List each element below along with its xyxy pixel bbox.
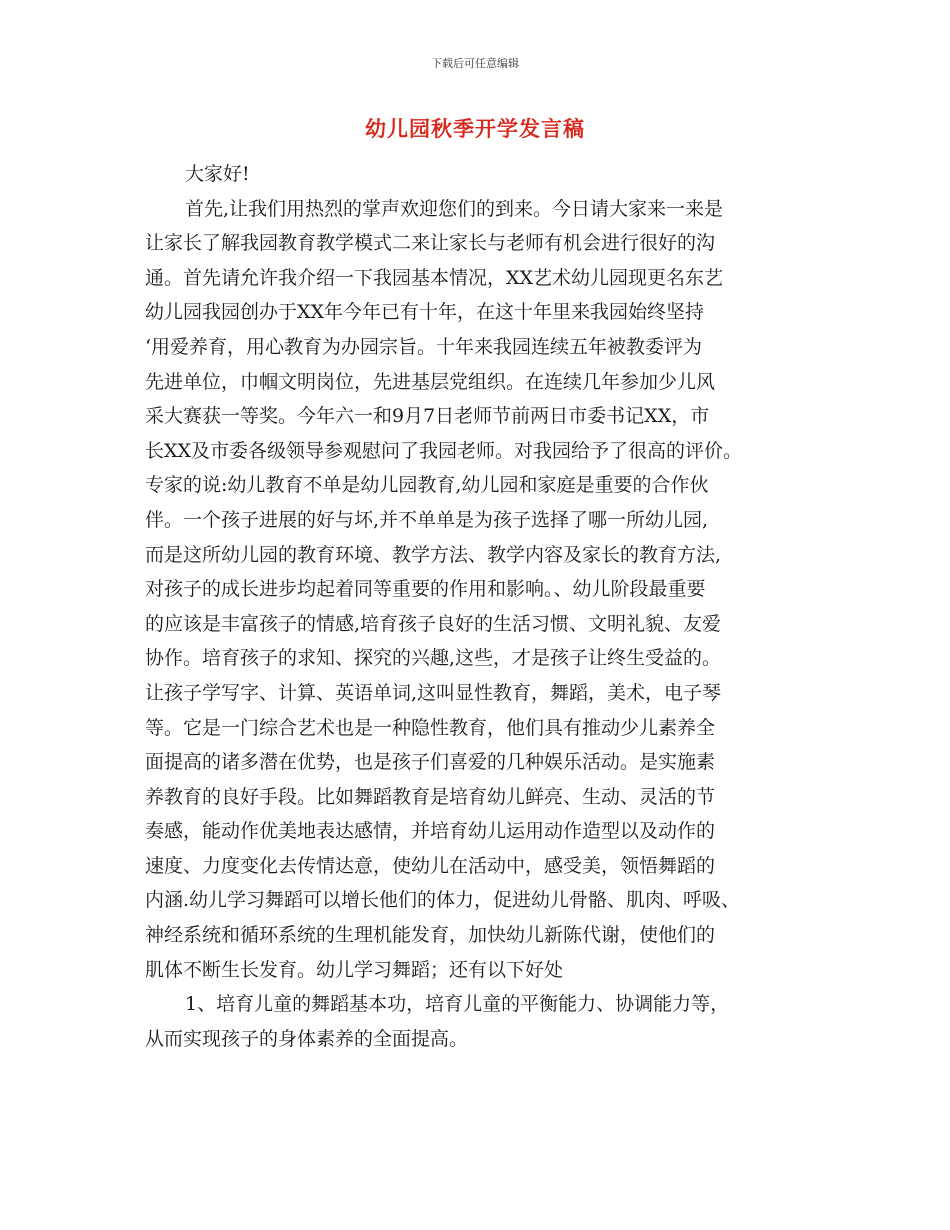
paragraph-line: 内涵.幼儿学习舞蹈可以增长他们的体力，促进幼儿骨骼、肌肉、呼吸、 bbox=[145, 889, 741, 912]
paragraph-line: 让家长了解我园教育教学模式二来让家长与老师有机会进行很好的沟 bbox=[145, 232, 716, 255]
paragraph-line: 肌体不断生长发育。幼儿学习舞蹈；还有以下好处 bbox=[145, 958, 564, 981]
paragraph-line: 让孩子学写字、计算、英语单词,这叫显性教育，舞蹈，美术，电子琴 bbox=[145, 681, 722, 704]
list-item-line: 从而实现孩子的身体素养的全面提高。 bbox=[145, 1027, 469, 1050]
header-note: 下载后可任意编辑 bbox=[431, 57, 519, 70]
paragraph-line: 奏感，能动作优美地表达感情，并培育幼儿运用动作造型以及动作的 bbox=[145, 820, 716, 843]
paragraph-line: 专家的说:幼儿教育不单是幼儿园教育,幼儿园和家庭是重要的合作伙 bbox=[145, 474, 709, 497]
paragraph-line: ‘用爱养育，用心教育为办园宗旨。十年来我园连续五年被教委评为 bbox=[145, 335, 703, 358]
paragraph-line: 对孩子的成长进步均起着同等重要的作用和影响。、幼儿阶段最重要 bbox=[145, 578, 706, 601]
paragraph-line: 协作。培育孩子的求知、探究的兴趣,这些，才是孩子让终生受益的。 bbox=[145, 647, 722, 670]
paragraph-line: 通。首先请允许我介绍一下我园基本情况，XX艺术幼儿园现更名东艺 bbox=[145, 266, 724, 289]
paragraph-line: 速度、力度变化去传情达意，使幼儿在活动中，感受美，领悟舞蹈的 bbox=[145, 854, 716, 877]
paragraph-line: 的应该是丰富孩子的情感,培育孩子良好的生活习惯、文明礼貌、友爱 bbox=[145, 612, 722, 635]
paragraph-line: 幼儿园我园创办于XX年今年已有十年，在这十年里来我园始终坚持 bbox=[145, 301, 705, 324]
paragraph-line: 长XX及市委各级领导参观慰问了我园老师。对我园给予了很高的评价。 bbox=[145, 439, 743, 462]
paragraph-line: 伴。一个孩子进展的好与坏,并不单单是为孩子选择了哪一所幼儿园, bbox=[145, 508, 709, 531]
paragraph-line: 采大赛获一等奖。今年六一和9月7日老师节前两日市委书记XX，市 bbox=[145, 405, 710, 428]
greeting-line: 大家好! bbox=[185, 163, 250, 185]
document-body bbox=[145, 157, 815, 1056]
paragraph-line: 神经系统和循环系统的生理机能发育，加快幼儿新陈代谢，使他们的 bbox=[145, 924, 716, 947]
paragraph-line: 而是这所幼儿园的教育环境、教学方法、教学内容及家长的教育方法, bbox=[145, 543, 722, 566]
paragraph-line: 养教育的良好手段。比如舞蹈教育是培育幼儿鲜亮、生动、灵活的节 bbox=[145, 785, 716, 808]
paragraph-line: 先进单位，巾帼文明岗位，先进基层党组织。在连续几年参加少儿风 bbox=[145, 370, 716, 393]
list-item-line: 1、培育儿童的舞蹈基本功，培育儿童的平衡能力、协调能力等， bbox=[185, 993, 730, 1016]
paragraph-line: 面提高的诸多潜在优势，也是孩子们喜爱的几种娱乐活动。是实施素 bbox=[145, 751, 716, 774]
paragraph-line: 首先,让我们用热烈的掌声欢迎您们的到来。今日请大家来一来是 bbox=[185, 197, 724, 220]
document-title: 幼儿园秋季开学发言稿 bbox=[365, 117, 585, 141]
paragraph-line: 等。它是一门综合艺术也是一种隐性教育，他们具有推动少儿素养全 bbox=[145, 716, 716, 739]
